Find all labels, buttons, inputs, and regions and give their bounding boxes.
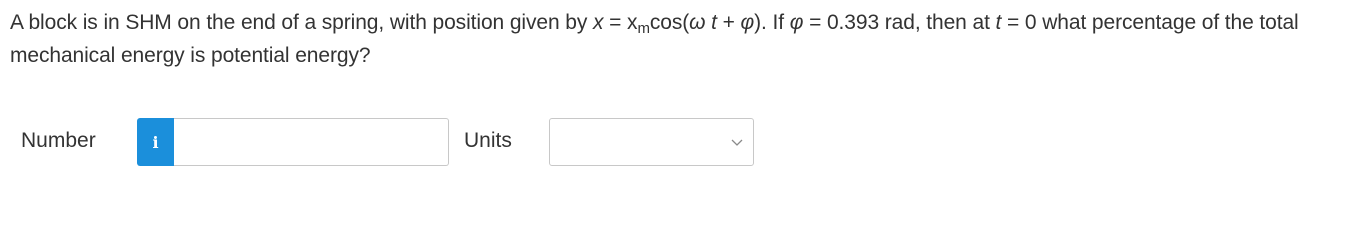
var-xm-subscript: m <box>637 20 650 37</box>
var-t: t <box>711 11 717 34</box>
question-text <box>10 6 1370 72</box>
phi-symbol: φ <box>740 11 755 34</box>
var-x: x <box>593 11 604 34</box>
units-select[interactable] <box>549 118 754 166</box>
question-part1: A block is in SHM on the end of a spring, with position given by <box>10 11 593 34</box>
number-label: Number <box>21 129 96 152</box>
var-xm-base: x <box>627 11 638 34</box>
units-label: Units <box>464 129 512 152</box>
phi-value: = 0.393 rad, then at <box>803 11 996 34</box>
number-input[interactable] <box>174 118 449 166</box>
close-paren: ). If <box>754 11 790 34</box>
cos-open: cos( <box>649 11 690 34</box>
phi-symbol-2: φ <box>789 11 804 34</box>
equals: = <box>603 11 628 34</box>
answer-row <box>0 117 1372 167</box>
info-button[interactable] <box>137 118 174 166</box>
var-t-2: t <box>995 11 1002 34</box>
plus: + <box>716 11 741 34</box>
info-icon: i <box>152 132 159 152</box>
chevron-down-icon <box>729 134 745 150</box>
var-xm <box>627 11 650 37</box>
omega-symbol: ω <box>689 11 706 34</box>
question-part2: = 0 what percentage of the total mechanical energy is potential energy? <box>10 11 1299 67</box>
